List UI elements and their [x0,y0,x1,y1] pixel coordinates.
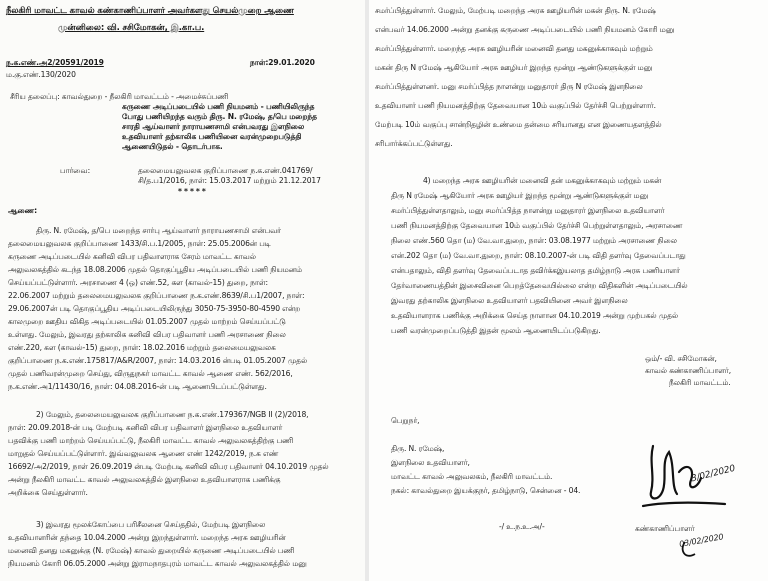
handwritten-date-initial: 03/02/2020 [678,532,725,549]
register-number: ம.கு.எண்.130/2020 [6,70,76,79]
order-line: காலமுறை ஊதிய விகித அடிப்படையில் 01.05.2007 முதல் மாற்றம் செய்யப்பட்டு [8,317,286,326]
paragraph-line: மனைவி தனது மகனுக்கு (N. ரமேஷ்) காவல் துறையில் கருணை அடிப்படையில் பணி [8,546,295,555]
paragraph-line: என்பவர் 14.06.2000 அன்று தனக்கு கருணை அடிப்படையில் பணி நியமனம் கோரி மனு [375,25,675,34]
signatory-title: காவல் கண்காணிப்பாளர், [645,366,732,375]
order-line: திரு. N. ரமேஷ், த/பெ மறைந்த சார்பு ஆய்வாளர் நாராயணசாமி என்பவர் [36,226,282,235]
paragraph-line: தேர்வாணையத்தின் இசைவினை பெறத்தேவையில்லை என்ற விதிகளின் அடிப்படையில் [391,281,688,290]
subject-line: சாரதி ஆய்வாளர் நாராயணசாமி என்பவரது இளநிலை [122,122,305,131]
paragraph-line: என்.202 தொ (ம) வே.வா.துறை, நாள்: 08.10.2007-ன் படி விதி தளர்வு தேவைப்படாது [391,251,686,260]
order-line: எண்.220, கள (காவல்-15) துறை, நாள்: 18.02.2016 மற்றும் தலைமையலுவலக [8,343,276,352]
copy-to: நகல்: காவல்துறை இயக்குநர், தமிழ்நாடு, சென்னை - 04. [391,486,581,495]
subject-line: சீரிய தலைப்பு: காவல்துறை - நீலகிரி மாவட்டம் - அமைச்சுப்பணி [10,92,229,101]
references-label: பார்வை: [60,166,90,175]
order-line: கருணை அடிப்படையில் கனிவி விபர பதிவாளராக சேரம் மாவட்ட காவல் [8,252,256,261]
order-line: தலைமையலுவலக குறிப்பாணை 1433/சி.ப.1/2005, நாள்: 25.05.2006ன் படி [8,239,271,248]
paragraph-line: என்பதாலும், விதி தளர்வு தேவைப்படாத தவிர்க்கஇயலாத தமிழ்நாடு அரசு பணியாளர் [391,266,680,275]
order-line: 22.06.2007 மற்றும் தலைமையலுவலக குறிப்பாணை ந.க.எண்.8639/சி.ப1/2007, நாள்: [8,291,305,300]
recipient-line: மாவட்ட காவல் அலுவலகம், நீலகிரி மாவட்டம். [391,472,553,481]
paragraph-line: சமர்ப்பித்துள்ளனர். மனு சமர்ப்பித்த நாளன்று மனுதாரர் திரு N ரமேஷ் இளநிலை [375,82,643,91]
recipient-line: இளநிலை உதவியாளர், [391,458,470,467]
reference-line: தலைமையலுவலக குறிப்பாணை ந.க.எண்.041769/ [138,166,313,175]
attested-by: கண்காணிப்பாளர் [635,524,695,533]
order-line: முதல் பணிவரன்முறை செய்து, விருதுநகர் மாவட்ட காவல் ஆணை எண். 562/2016, [8,369,293,378]
paragraph-line: நிலை எண்.560 தொ (ம) வே.வா.துறை, நாள்: 03.08.1977 மற்றும் அரசாணை நிலை [391,236,677,245]
paragraph-line: அன்று நீலகிரி மாவட்ட காவல் அலுவலகத்தில் இளநிலை உதவியாளராக பணிக்கு [8,475,281,484]
paragraph-line: 2) மேலும், தலைமையலுவலக குறிப்பாணை ந.க.எண்.179367/NGB II (2)/2018, [36,410,309,419]
paragraph-line: இவரது தற்காலிக இளநிலை உதவியாளர் பதவியினை அவர் இளநிலை [391,296,628,305]
order-line: செய்யப்பட்டுள்ளார். அரசாணை 4 (ஒ) எண்.52, கள (காவல்-15) துறை, நாள்: [8,278,268,287]
reference-number: ந.க.எண்.அ2/20591/2019 [6,58,104,67]
paragraph-line: அறிக்கை செய்துள்ளார். [8,488,88,497]
paragraph-line: மாறுதல் செய்யப்பட்டுள்ளார். இவ்வலுவலக ஆணை எண் 1242/2019, ந.க எண் [8,449,279,458]
paragraph-line: பணி வரன்முறைப்படுத்தி இதன் மூலம் ஆணையிடப்படுகிறது. [391,326,601,335]
paragraph-line: சமர்ப்பித்துள்ளதாலும், மனு சமர்ப்பித்த நாளன்று மனுதாரர் இளநிலை உதவியாளர் [391,206,665,215]
paragraph-line: பணி நியமனத்திற்கு தேவையான 10ம் வகுப்பில் தேர்ச்சி பெற்றுள்ளதாலும், அரசாணை [391,221,683,230]
paragraph-line: 4) மறைந்த அரசு ஊழியரின் மனைவி தன் மகனுக்காகவும் மற்றும் மகன் [423,176,662,185]
paragraph-line: 3) இவரது மூலக்கோப்பை பரிசீலனை செய்ததில், மேற்படி இளநிலை [36,520,266,529]
signatory-district: நீலகிரி மாவட்டம். [669,378,731,387]
paragraph-line: உதவியாளர் பணி நியமனத்திற்கு தேவையான 10ம் வகுப்பில் தேர்ச்சி பெற்றுள்ளார். [375,101,656,110]
recipient-label: பெறுநர், [391,416,420,425]
subject-line: ஆணையிடுதல் - தொடர்பாக. [122,142,223,151]
order-line: உள்ளது. மேலும், இவரது தற்காலிக கனிவி விபர பதிவாளர் பணி அரசாணை நிலை [8,330,286,339]
order-line: ந.க.எண்.அ1/11430/16, நாள்: 04.08.2016-ன் படி ஆணைபிடப்பட்டுள்ளது. [8,382,267,391]
paragraph-line: உதவியாளரின் தந்தை 10.04.2000 அன்று இறந்துள்ளார். மறைந்த அரசு ஊழியரின் [8,533,286,542]
paragraph-line: மேற்படி 10ம் வகுப்பு சான்றிதழின் உண்மை தன்மை சரியானது என இணையதளத்தில் [375,120,662,129]
paragraph-line: பதவிக்கு பணி மாற்றம் செய்யப்பட்டு, நீலகிரி மாவட்ட காவல் அலுவலகத்திற்கு பணி [8,436,294,445]
subject-line: உதவியாளர் தற்காலிக பணியினை வரன்முறைபடுத்தி [122,132,302,141]
handwritten-signature [625,432,765,572]
paragraph-line: 16692/அ2/2019, நாள் 26.09.2019 ன்படி மேற்படி கனிவி விபர பதிவாளர் 04.10.2019 முதல் [8,462,329,471]
paragraph-line: மகன் திரு N ரமேஷ் ஆகியோர் அரசு ஊழியர் இறந்த மூன்று ஆண்டுகளுக்குள் மனு [375,63,653,72]
order-line: 29.06.2007ன் படி தொகுப்பூதிய அடிப்படையிலிருந்து 3050-75-3950-80-4590 என்ற [8,304,301,313]
signatory-name: ஒம்/- வி. சசிமோகன், [645,354,717,363]
subject-line: போது பணியிறந்த வரும் திரு. N. ரமேஷ், த/பெ மறைந்த [122,112,317,121]
separator-stars: ***** [178,187,208,196]
presiding-officer: முன்னிலை: வி. சசிமோகன், இ.கா.ப. [58,23,205,33]
subject-line: கருணை அடிப்படையில் பணி நியமனம் - பணியிலிருந்த [122,102,315,111]
order-line: அலுவலகத்தில் கடந்த 18.08.2006 முதல் தொகுப்பூதிய அடிப்படையில் பணி நியமனம் [8,265,302,274]
handwritten-date: 3/02/2020 [690,463,737,485]
attestation: -/ உ.ந.உ.அ/- [499,522,545,531]
paragraph-line: சமர்ப்பித்துள்ளார். மறைந்த அரசு ஊழியரின் மனைவி தனது மகனுக்காகவும் மற்றும் [375,44,653,53]
order-line: குறிப்பாணை ந.க.எண்.175817/A&R/2007, நாள்: 14.03.2016 ன்படி 01.05.2007 முதல் [8,356,308,365]
order-label: ஆணை: [8,206,38,215]
paragraph-line: சரிபார்க்கப்பட்டுள்ளது. [375,139,453,148]
order-header: நீலகிரி மாவட்ட காவல் கண்காணிப்பாளர் அவர்களது செயல்முறை ஆணை [6,6,294,16]
reference-line: சி/த.ப1/2016, நாள்: 15.03.2017 மற்றும் 21.12.2017 [138,176,321,185]
paragraph-line: நியமனம் கோரி 06.05.2000 அன்று இராமநாதபுரம் மாவட்ட காவல் அலுவலகத்தில் மனு [8,559,307,568]
paragraph-line: சமர்ப்பித்துள்ளார். மேலும், மேற்படி மறைந்த அரசு ஊழியரின் மகன் திரு. N. ரமேஷ் [375,6,656,15]
paragraph-line: திரு N ரமேஷ் ஆகியோர் அரசு ஊழியர் இறந்த மூன்று ஆண்டுகளுக்குள் மனு [391,191,649,200]
paragraph-line: உதவியாளராக பணிக்கு அறிக்கை செய்த நாளான 04.10.2019 அன்று முற்பகல் முதல் [391,311,679,320]
right-page [369,0,768,581]
paragraph-line: நாள்: 20.09.2018-ன் படி மேற்படி கனிவி விபர பதிவாளர் இளநிலை உதவியாளர் [8,423,283,432]
recipient-line: திரு. N. ரமேஷ், [391,444,445,453]
left-page [0,0,365,581]
order-date: நாள்:29.01.2020 [250,58,315,67]
